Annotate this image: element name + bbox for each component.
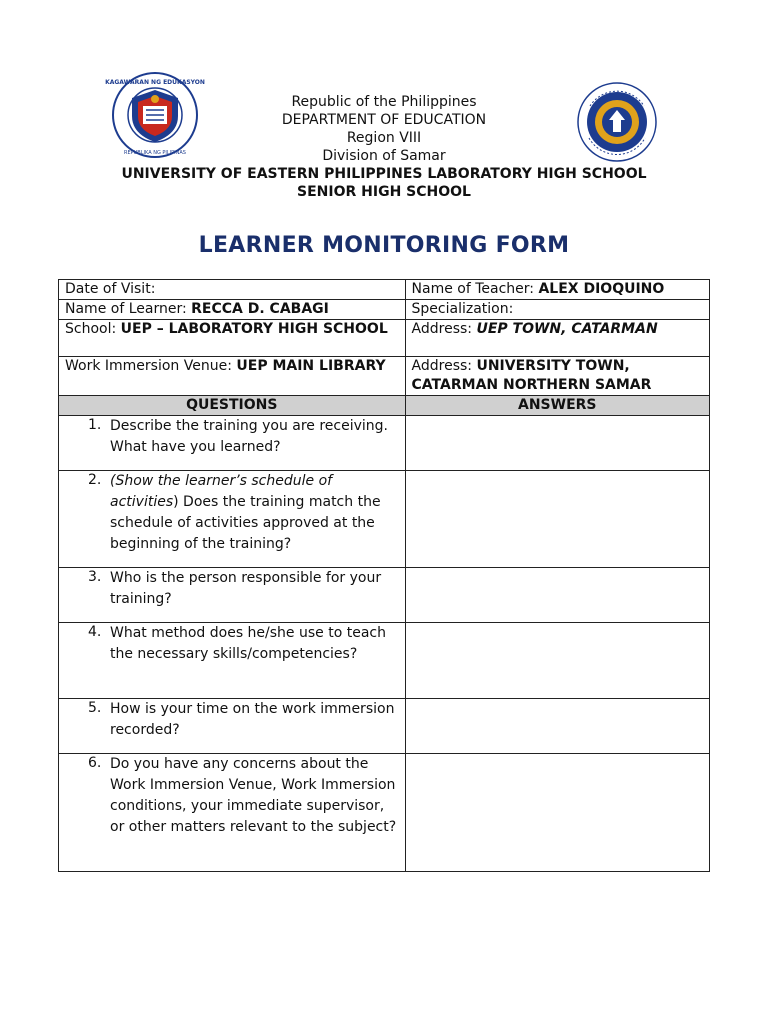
question-cell [59, 699, 406, 754]
question-number: 4. [88, 624, 102, 640]
question-cell [59, 416, 406, 471]
question-text: What method does he/she use to teach the necessary skills/competencies? [110, 625, 386, 662]
svg-text:REPUBLIKA NG PILIPINAS: REPUBLIKA NG PILIPINAS [124, 150, 186, 156]
question-row [59, 699, 710, 754]
address-label: Address: [411, 321, 473, 337]
question-row [59, 416, 710, 471]
answer-cell[interactable] [405, 699, 709, 754]
info-row [59, 280, 710, 300]
region-line: Region VIII [346, 130, 422, 146]
question-row [59, 471, 710, 568]
question-row [59, 754, 710, 872]
learner-field [59, 300, 406, 320]
question-row [59, 623, 710, 699]
question-text: Who is the person responsible for your training? [110, 570, 382, 607]
question-number: 5. [88, 700, 102, 716]
info-row [59, 320, 710, 357]
questions-header: QUESTIONS [59, 396, 406, 416]
department-line: DEPARTMENT OF EDUCATION [281, 112, 487, 128]
school-value: UEP – LABORATORY HIGH SCHOOL [120, 321, 388, 337]
form-title: LEARNER MONITORING FORM [198, 233, 570, 258]
question-number: 3. [88, 569, 102, 585]
question-cell [59, 754, 406, 872]
school-name: UNIVERSITY OF EASTERN PHILIPPINES LABORATORY HIGH SCHOOL [121, 166, 647, 182]
info-row [59, 300, 710, 320]
venue-address-label: Address: [411, 358, 473, 374]
learner-label: Name of Learner: [65, 301, 187, 317]
specialization-field[interactable] [405, 300, 709, 320]
venue-address-value: UNIVERSITY TOWN, CATARMAN NORTHERN SAMAR [411, 358, 652, 393]
question-text [110, 471, 399, 555]
venue-address-field [405, 357, 709, 396]
question-number: 6. [88, 755, 102, 771]
question-cell [59, 623, 406, 699]
teacher-field [405, 280, 709, 300]
date-of-visit-field[interactable] [59, 280, 406, 300]
question-cell [59, 568, 406, 623]
school-field [59, 320, 406, 357]
division-line: Division of Samar [322, 148, 446, 164]
svg-text:KAGAWARAN NG EDUKASYON: KAGAWARAN NG EDUKASYON [105, 79, 205, 86]
program-name: SENIOR HIGH SCHOOL [297, 184, 471, 200]
question-text: Do you have any concerns about the Work Immersion Venue, Work Immersion conditions, your immediate supervisor, or other matters relevant to the subject? [110, 756, 397, 835]
teacher-label: Name of Teacher: [411, 281, 535, 297]
question-body: ) Does the training match the schedule of activities approved at the beginning of the training? [110, 494, 381, 552]
question-text: Describe the training you are receiving. What have you learned? [110, 418, 389, 455]
question-text: How is your time on the work immersion recorded? [110, 701, 395, 738]
question-row [59, 568, 710, 623]
answer-cell[interactable] [405, 754, 709, 872]
date-label: Date of Visit: [65, 281, 156, 297]
answer-cell[interactable] [405, 416, 709, 471]
answer-cell[interactable] [405, 623, 709, 699]
monitoring-form-table [58, 279, 710, 872]
question-cell [59, 471, 406, 568]
venue-label: Work Immersion Venue: [65, 358, 232, 374]
question-number: 1. [88, 417, 102, 433]
learner-value: RECCA D. CABAGI [191, 301, 329, 317]
answer-cell[interactable] [405, 471, 709, 568]
answers-header: ANSWERS [405, 396, 709, 416]
venue-field [59, 357, 406, 396]
answer-cell[interactable] [405, 568, 709, 623]
question-instruction: (Show the learner’s schedule of activities [110, 473, 333, 510]
republic-line: Republic of the Philippines [291, 94, 477, 110]
venue-value: UEP MAIN LIBRARY [236, 358, 386, 374]
address-value: UEP TOWN, CATARMAN [476, 321, 658, 337]
teacher-value: ALEX DIOQUINO [538, 281, 665, 297]
letterhead [0, 93, 768, 201]
question-number: 2. [88, 472, 102, 488]
column-header-row [59, 396, 710, 416]
specialization-label: Specialization: [411, 301, 514, 317]
info-row [59, 357, 710, 396]
address-field [405, 320, 709, 357]
school-label: School: [65, 321, 117, 337]
